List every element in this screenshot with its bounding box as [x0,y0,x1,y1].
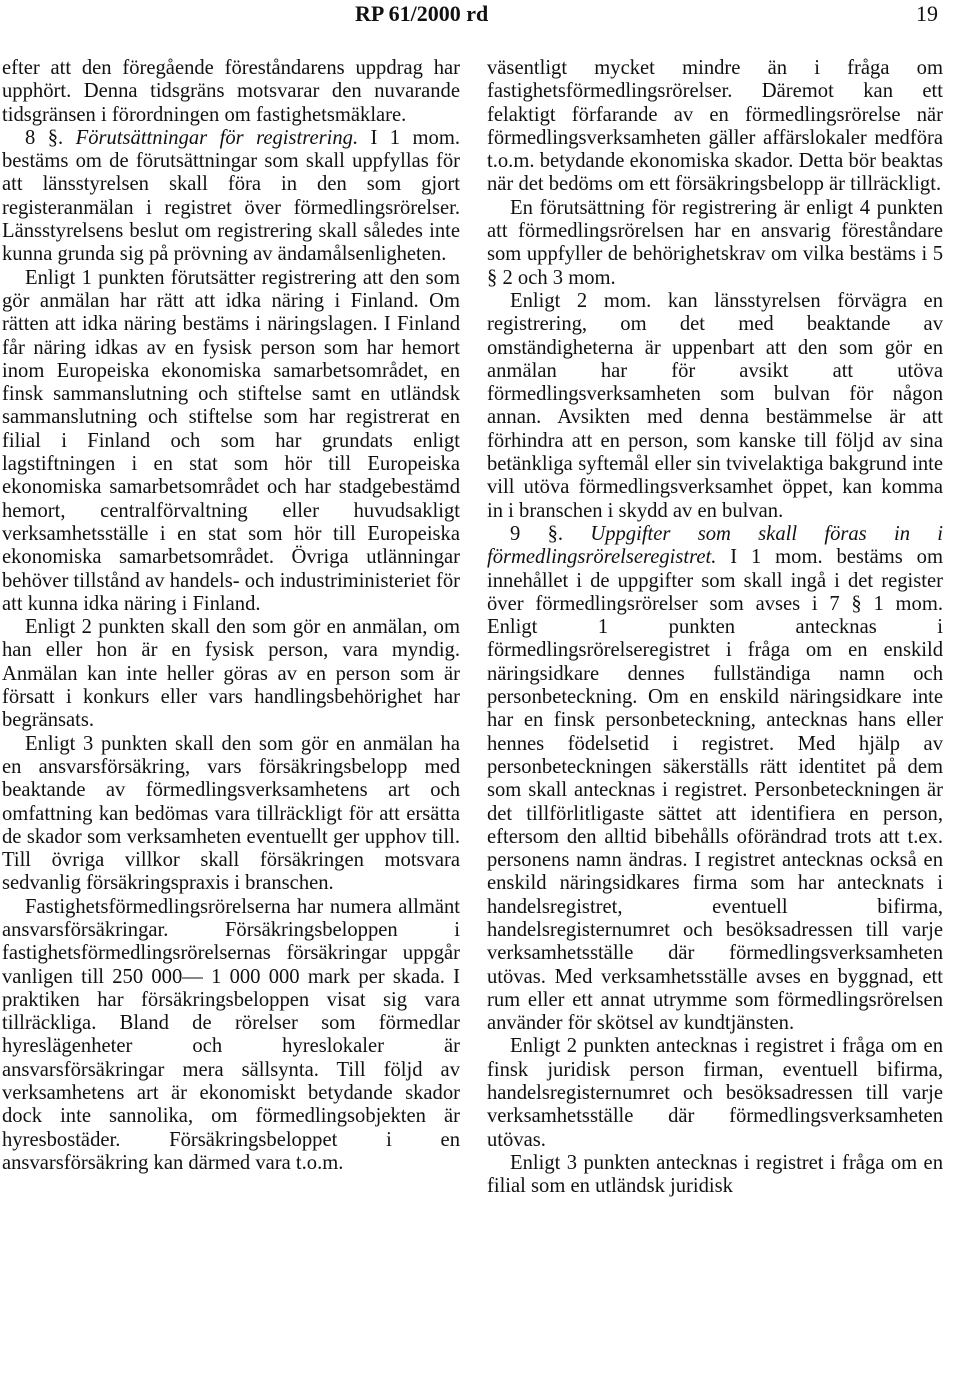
section-paragraph [487,523,943,1036]
section-paragraph [2,127,460,267]
paragraph: Enligt 2 punkten antecknas i registret i fråga om en finsk juridisk person firman, eventuell bifirma, handelsregisternumret och besöksadressen till varje verksamhetsställe där förmedlingsverksamheten utövas. [487,1035,943,1151]
section-text: I 1 mom. bestäms om de förutsättningar som skall uppfyllas för att länsstyrelsen skall föra in den som gjort registeranmälan i registret över förmedlingsrörelser. Länsstyrelsens beslut om registrering skall således inte kunna grunda sig på prövning av ändamålsenligheten. [2,126,460,266]
right-column [487,57,943,1199]
paragraph: efter att den föregående föreståndarens uppdrag har upphört. Denna tidsgräns motsvarar den nuvarande tidsgränsen i förordningen om fastighetsmäklare. [2,57,460,126]
section-title: Uppgifter som skall föras in i förmedlingsrörelseregistret. [487,522,943,569]
paragraph: Enligt 3 punkten skall den som gör en anmälan ha en ansvarsförsäkring, vars försäkringsbelopp med beaktande av förmedlingsverksamhetens art och omfattning kan bedömas vara tillräckligt för att ersätta de skador som verksamheten eventuellt ger upphov till. Till övriga villkor skall försäkringen motsvara sedvanlig försäkringspraxis i branschen. [2,732,460,895]
page-number: 19 [916,1,938,26]
paragraph: Enligt 2 mom. kan länsstyrelsen förvägra en registrering, om det med beaktande av omständigheterna är uppenbart att den som gör en anmälan har för avsikt att utöva förmedlingsverksamheten som bulvan för någon annan. Avsikten med denna bestämmelse är att förhindra att en person, som kanske till följd av sina betänkliga syftemål eller sin tvivelaktiga bakgrund inte vill utöva förmedlingsverksamhet öppet, kan komma in i branschen i skydd av en bulvan. [487,289,943,522]
paragraph: En förutsättning för registrering är enligt 4 punkten att förmedlingsrörelsen har en ansvarig föreståndare som uppfyller de behörighetskrav om vilka bestäms i 5 § 2 och 3 mom. [487,196,943,289]
left-column [2,57,460,1175]
section-number: 8 §. [25,126,64,149]
section-title: Förutsättningar för registrering. [75,126,359,149]
paragraph: Enligt 1 punkten förutsätter registrering att den som gör anmälan har rätt att idka näring i Finland. Om rätten att idka näring bestäms i näringslagen. I Finland får näring idkas av en fysisk person som har hemort inom Europeiska ekonomiska samarbetsområdet, en finsk sammanslutning och stiftelse samt en utländsk sammanslutning och stiftelse som har registrerat en filial i Finland och som har grundats enligt lagstiftningen i en stat som hör till Europeiska ekonomiska samarbetsområdet och har stadgebestämd hemort, centralförvaltning eller huvudsakligt verksamhetsställe i en stat som hör till Europeiska ekonomiska samarbetsområdet. Övriga utlänningar behöver tillstånd av handels- och industriministeriet för att kunna idka näring i Finland. [2,266,460,615]
document-id: RP 61/2000 rd [355,1,489,26]
paragraph: Fastighetsförmedlingsrörelserna har numera allmänt ansvarsförsäkringar. Försäkringsbeloppen i fastighetsförmedlingsrörelsernas försäkringar uppgår vanligen till 250 000— 1 000 000 mark per skada. I praktiken har försäkringsbeloppen visat sig vara tillräckliga. Bland de rörelser som förmedlar hyreslägenheter och hyreslokaler är ansvarsförsäkringar mera sällsynta. Till följd av verksamhetens art är ekonomiskt betydande skador dock inte sannolika, om förmedlingsobjekten är hyresbostäder. Försäkringsbeloppet i en ansvarsförsäkring kan därmed vara t.o.m. [2,895,460,1174]
section-number: 9 §. [510,522,564,545]
paragraph: Enligt 2 punkten skall den som gör en anmälan, om han eller hon är en fysisk person, vara myndig. Anmälan kan inte heller göras av en person som är försatt i konkurs eller vars handlingsbehörighet har begränsats. [2,616,460,732]
paragraph: väsentligt mycket mindre än i fråga om fastighetsförmedlingsrörelser. Däremot kan ett felaktigt förfarande av en förmedlingsrörelse när förmedlingsverksamheten gäller affärslokaler medföra t.o.m. betydande ekonomiska skador. Detta bör beaktas när det bedöms om ett försäkringsbelopp är tillräckligt. [487,57,943,196]
section-text: I 1 mom. bestäms om innehållet i de uppgifter som skall ingå i det register över förmedlingsrörelser som avses i 7 § 1 mom. Enligt 1 punkten antecknas i förmedlingsrörelseregistret i fråga om en enskild näringsidkare dennes fullständiga namn och personbeteckning. Om en enskild näringsidkare inte har en finsk personbeteckning, antecknas hans eller hennes födelsetid i registret. Med hjälp av personbeteckningen säkerställs rätt identitet på dem som skall antecknas i registret. Personbeteckningen är det tillförlitligaste sättet att identifiera en person, eftersom den alltid bibehålls oförändrad trots att t.ex. personens namn ändras. I registret antecknas också en enskild näringsidkares firma som har antecknats i handelsregistret, eventuell bifirma, handelsregisternumret och besöksadressen till varje verksamhetsställe där förmedlingsverksamheten utövas. Med verksamhetsställe avses en byggnad, ett rum eller ett annat utrymme som förmedlingsrörelsen använder för skötsel av kundtjänsten. [487,546,943,1035]
page-header [0,0,960,30]
paragraph: Enligt 3 punkten antecknas i registret i fråga om en filial som en utländsk juridisk [487,1151,943,1198]
